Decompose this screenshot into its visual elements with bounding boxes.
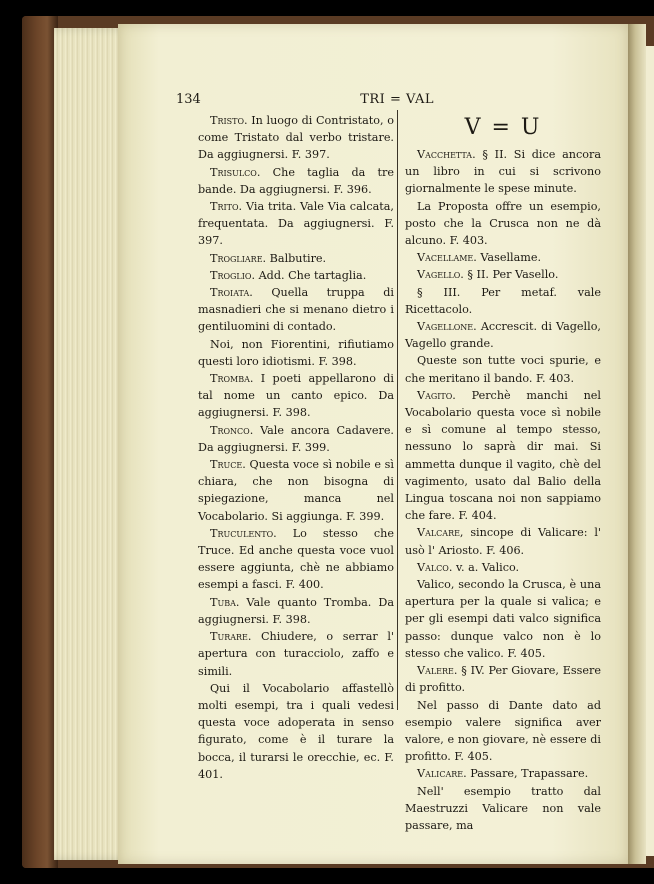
dictionary-entry (405, 249, 601, 266)
entry-headword: Trisulco. (210, 165, 261, 179)
dictionary-entry (405, 352, 601, 386)
entry-text: sincope di Valicare: l' usò l' Ariosto. F. 406. (405, 526, 601, 557)
page-number: 134 (176, 92, 201, 107)
entry-headword: Trito. (210, 200, 243, 214)
entry-headword: Turare. (210, 630, 252, 644)
entry-text: Valico, secondo la Crusca, è una apertura per la quale si valica; e per gli esempi dati valco significa passo: dunque valco non è lo stesso che valico. F. 405. (405, 578, 601, 660)
dictionary-entry (198, 336, 394, 370)
entry-headword: Valicare. (417, 767, 467, 781)
dictionary-entry (198, 250, 394, 267)
entry-text: Questa voce sì nobile e sì chiara, che non bisogna di spiegazione, manca nel Vocabolario. Si aggiunga. F. 399. (198, 458, 394, 523)
entry-text: § II. Per Vasello. (467, 268, 559, 282)
dictionary-entry (198, 456, 394, 525)
dictionary-entry (405, 524, 601, 558)
entry-text: La Proposta offre un esempio, posto che la Crusca non ne dà alcuno. F. 403. (405, 199, 601, 248)
dictionary-entry (405, 559, 601, 576)
dictionary-entry (198, 628, 394, 680)
entry-text: Nel passo di Dante dato ad esempio valere significa aver valore, e non giovare, nè essere di profitto. F. 405. (405, 698, 601, 764)
entry-text: Qui il Vocabolario affastellò molti esempi, tra i quali vedesi questa voce adoperata in senso figurato, come è il turare la bocca, il turarsi le orecchie, ec. F. 401. (198, 681, 394, 781)
dictionary-entry (198, 594, 394, 628)
entry-headword: Vacchetta. (417, 148, 476, 161)
dictionary-entry (405, 198, 601, 250)
entry-headword: Troiata. (210, 286, 253, 300)
entry-text: Quella truppa di masnadieri che si menano dietro i gentiluomini di contado. (198, 286, 395, 334)
entry-headword: Truculento. (210, 526, 277, 540)
entry-text: Noi, non Fiorentini, rifiutiamo questi loro idiotismi. F. 398. (198, 337, 394, 368)
entry-text: Vale quanto Tromba. Da aggiugnersi. F. 398. (198, 595, 394, 626)
entry-text: I poeti appellarono di tal nome un canto epico. Da aggiugnersi. F. 398. (198, 372, 394, 420)
dictionary-entry (405, 697, 601, 766)
entry-text: § III. Per metaf. vale Ricettacolo. (405, 285, 601, 316)
entry-text: § IV. Per Giovare, Essere di profitto. (405, 664, 601, 695)
page-header (176, 92, 434, 112)
entry-text: Accrescit. di Vagello, Vagello grande. (405, 320, 601, 351)
entry-headword: Tristo. (210, 114, 248, 127)
column-divider (397, 110, 398, 710)
entry-text: Add. Che tartaglia. (258, 268, 367, 282)
entry-text: Passare, Trapassare. (470, 767, 589, 781)
dictionary-entry (405, 318, 601, 352)
entry-text: Nell' esempio tratto dal Maestruzzi Valicare non vale passare, ma (405, 784, 601, 832)
dictionary-entry (198, 112, 394, 164)
section-title: V = U (464, 115, 542, 140)
dictionary-entry (405, 284, 601, 318)
entry-headword: Troglio. (210, 268, 256, 282)
entry-text: Vasellame. (480, 251, 542, 265)
right-entries (405, 146, 601, 834)
book-gutter (628, 24, 646, 864)
running-head: TRI = VAL (360, 92, 434, 107)
entry-text: v. a. Valico. (455, 560, 520, 574)
entry-headword: Truce. (210, 458, 246, 472)
entry-text: In luogo di Contristato, o come Tristato dal verbo tristare. Da aggiugnersi. F. 397. (198, 114, 394, 162)
book-cover-edge (22, 16, 58, 868)
left-column (198, 112, 394, 783)
entry-headword: Tromba. (210, 372, 254, 386)
dictionary-entry (198, 680, 394, 783)
dictionary-entry (198, 198, 394, 250)
dictionary-entry (198, 370, 394, 422)
entry-text: Balbutire. (269, 251, 327, 265)
entry-text: Che taglia da tre bande. Da aggiugnersi. F. 396. (198, 165, 394, 196)
dictionary-entry (405, 387, 601, 525)
entry-headword: Valere. (417, 664, 458, 678)
dictionary-entry (405, 146, 601, 198)
dictionary-entry (405, 765, 601, 782)
facing-page-edge (646, 46, 654, 856)
dictionary-entry (405, 266, 601, 283)
dictionary-entry (405, 662, 601, 696)
entry-text: Perchè manchi nel Vocabolario questa voce sì nobile e sì comune al tempo stesso, nessuno lo saprà dir mai. Si ammetta dunque il vagito, chè del vagimento, usato dal Balio della Lingua toscana noi non sappiamo che fare. F. 404. (405, 388, 601, 523)
entry-headword: Valcare, (417, 526, 464, 540)
dictionary-entry (198, 284, 394, 336)
dictionary-entry (198, 525, 394, 594)
entry-headword: Tronco. (210, 423, 254, 437)
entry-text: Lo stesso che Truce. Ed anche questa voce vuol essere aggiunta, chè ne abbiamo esempi a fasci. F. 400. (198, 526, 394, 592)
entry-text: § II. Si dice ancora un libro in cui si scrivono giornalmente le spese minute. (405, 148, 601, 196)
entry-headword: Vagito. (417, 388, 456, 402)
entry-headword: Valco. (417, 560, 453, 574)
entry-headword: Vacellame. (417, 251, 477, 265)
entry-headword: Tuba. (210, 595, 240, 609)
dictionary-entry (198, 267, 394, 284)
dictionary-entry (198, 422, 394, 456)
entry-text: Via trita. Vale Via calcata, frequentata. Da aggiugnersi. F. 397. (198, 200, 394, 248)
dictionary-entry (198, 164, 394, 198)
entry-headword: Vagellone. (417, 320, 477, 334)
entry-text: Vale ancora Cadavere. Da aggiugnersi. F. 399. (198, 423, 394, 454)
dictionary-entry (405, 576, 601, 662)
entry-text: Queste son tutte voci spurie, e che meritano il bando. F. 403. (405, 354, 601, 385)
entry-headword: Vagello. (417, 268, 464, 282)
entry-headword: Trogliare. (210, 251, 267, 265)
dictionary-entry (405, 783, 601, 835)
entry-text: Chiudere, o serrar l' apertura con turacciolo, zaffo e simili. (198, 630, 394, 678)
right-column (405, 114, 601, 834)
